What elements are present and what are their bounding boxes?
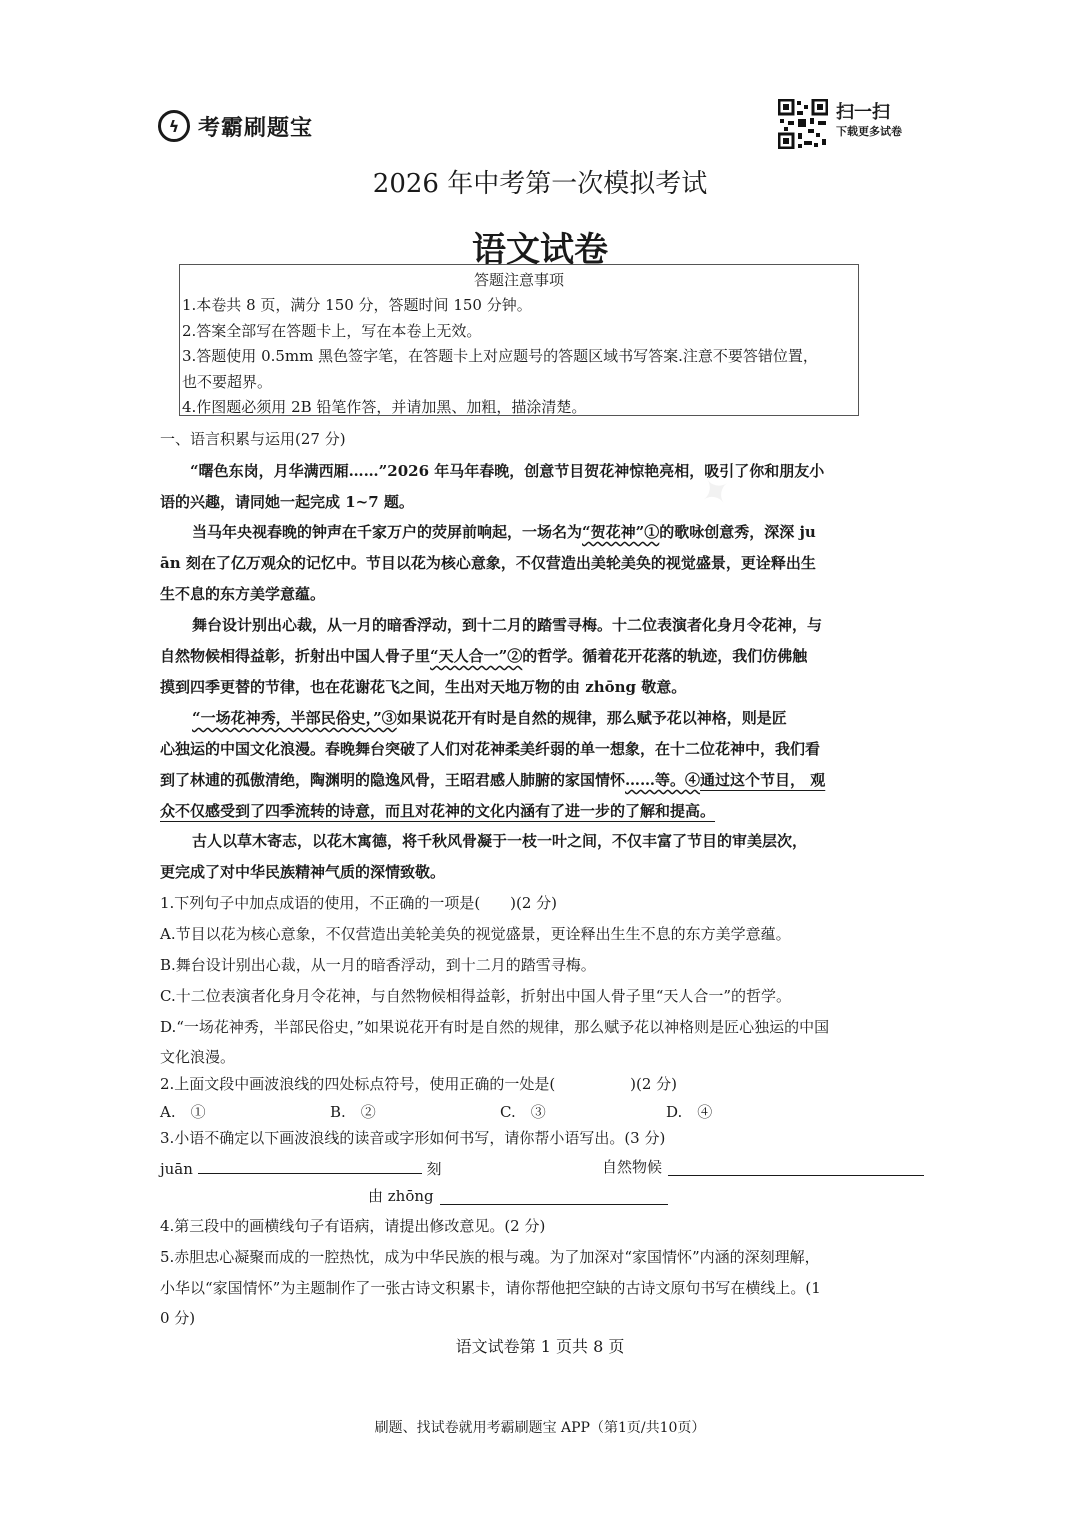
text: 的歌咏创意秀，深深 ju <box>659 523 816 541</box>
option-b: B. ② <box>330 1103 376 1121</box>
wavy-mark-2: “天人合一”② <box>430 647 523 665</box>
text: 的哲学。循着花开花落的轨迹，我们仿佛触 <box>522 647 808 665</box>
notice-item: 也不要超界。 <box>182 372 273 391</box>
question-2-stem: 2.上面文段中画波浪线的四处标点符号，使用正确的一处是( )(2 分) <box>160 1075 678 1093</box>
notice-item: 3.答题使用 0.5mm 黑色签字笔，在答题卡上对应题号的答题区域书写答案.注意不要答错位置， <box>182 347 818 365</box>
blank-1-suffix: 刻 <box>426 1160 442 1178</box>
passage-line <box>160 644 928 668</box>
brand <box>158 110 313 142</box>
notice-item: 2.答案全部写在答题卡上，写在本卷上无效。 <box>182 321 482 340</box>
brand-name: 考霸刷题宝 <box>198 115 314 141</box>
question-1-option-c: C.十二位表演者化身月令花神，与自然物候相得益彰，折射出中国人骨子里“天人合一”的哲学。 <box>160 987 792 1005</box>
text: 如果说花开有时是自然的规律，那么赋予花以神格，则是匠 <box>396 709 787 727</box>
wavy-mark-1: “贺花神”① <box>582 523 660 541</box>
question-3-blanks <box>160 1155 928 1181</box>
question-1-stem: 1.下列句子中加点成语的使用，不正确的一项是( )(2 分) <box>160 894 558 912</box>
option-d: D. ④ <box>666 1103 713 1121</box>
qr-code-icon <box>778 99 828 149</box>
text: 到了林逋的孤傲清绝，陶渊明的隐逸风骨，王昭君感人肺腑的家国情怀 <box>160 771 626 789</box>
passage-line: ān 刻在了亿万观众的记忆中。节目以花为核心意象，不仅营造出美轮美奂的视觉盛景，更诠释出生 <box>160 554 816 572</box>
notice-title: 答题注意事项 <box>473 271 564 289</box>
passage-line: 生不息的东方美学意蕴。 <box>160 585 326 603</box>
passage-line <box>160 706 928 730</box>
answer-blank-1[interactable] <box>198 1155 422 1174</box>
notice-item: 4.作图题必须用 2B 铅笔作答，并请加黑、加粗，描涂清楚。 <box>182 398 587 416</box>
passage-line: “曙色东岗，月华满西厢……”2026 年马年春晚，创意节目贺花神惊艳亮相，吸引了你和朋友小 <box>190 462 825 480</box>
text: 自然物候相得益彰，折射出中国人骨子里 <box>160 647 431 665</box>
question-4-stem: 4.第三段中的画横线句子有语病，请提出修改意见。(2 分) <box>160 1217 546 1235</box>
exam-title: 2026 年中考第一次模拟考试 <box>372 169 708 199</box>
passage-line: 古人以草木寄志，以花木寓德，将千秋风骨凝于一枝一叶之间，不仅丰富了节目的审美层次， <box>192 832 808 850</box>
question-5-stem-cont: 0 分) <box>160 1309 196 1327</box>
answer-blank-2[interactable] <box>668 1157 924 1176</box>
passage-line: 舞台设计别出心裁，从一月的暗香浮动，到十二月的踏雪寻梅。十二位表演者化身月令花神，与 <box>192 616 823 634</box>
notice-box <box>179 264 859 416</box>
passage-line: 心独运的中国文化浪漫。春晚舞台突破了人们对花神柔美纤弱的单一想象，在十二位花神中，我们看 <box>160 740 821 758</box>
passage-line <box>160 768 928 792</box>
passage-line: 语的兴趣，请同她一起完成 1~7 题。 <box>160 493 414 511</box>
lightning-logo-icon: ϟ <box>158 110 190 142</box>
section-title: 一、语言积累与运用(27 分) <box>160 430 346 448</box>
page-footer: 语文试卷第 1 页共 8 页 <box>455 1337 625 1356</box>
question-3-stem: 3.小语不确定以下画波浪线的读音或字形如何书写，请你帮小语写出。(3 分) <box>160 1129 666 1147</box>
option-a: A. ① <box>160 1103 206 1121</box>
text: 当马年央视春晚的钟声在千家万户的荧屏前响起，一场名为 <box>192 523 583 541</box>
wavy-mark-3: “一场花神秀，半部民俗史，”③ <box>192 709 397 727</box>
question-1-option-d-cont: 文化浪漫。 <box>160 1048 236 1066</box>
question-5-stem-cont: 小华以“家国情怀”为主题制作了一张古诗文积累卡，请你帮他把空缺的古诗文原句书写在横线上。(1 <box>160 1279 821 1297</box>
question-1-option-b: B.舞台设计别出心裁，从一月的暗香浮动，到十二月的踏雪寻梅。 <box>160 956 596 974</box>
wavy-mark-4: ……等。④ <box>625 771 701 789</box>
underlined-sentence: 众不仅感受到了四季流转的诗意，而且对花神的文化内涵有了进一步的了解和提高。 <box>160 802 716 820</box>
option-c: C. ③ <box>500 1103 546 1121</box>
blank-2-label: 自然物候 <box>602 1158 663 1176</box>
scan-title: 扫一扫 <box>836 102 890 123</box>
blank-1-label: juān <box>160 1160 193 1178</box>
underlined-sentence: 通过这个节目， 观 <box>700 771 826 789</box>
question-1-option-a: A.节目以花为核心意象，不仅营造出美轮美奂的视觉盛景，更诠释出生生不息的东方美学意蕴。 <box>160 925 791 943</box>
watermark: ✦ <box>690 464 742 520</box>
answer-blank-3[interactable] <box>440 1186 668 1205</box>
paper-title: 语文试卷 <box>472 230 608 270</box>
scan-prompt <box>836 102 902 140</box>
question-1-option-d: D.“一场花神秀，半部民俗史，”如果说花开有时是自然的规律，那么赋予花以神格则是匠心独运的中国 <box>160 1018 830 1036</box>
passage-line <box>160 520 928 544</box>
passage-line: 摸到四季更替的节律，也在花谢花飞之间，生出对天地万物的由 zhōng 敬意。 <box>160 678 687 696</box>
blank-3-label: 由 zhōng <box>368 1187 434 1205</box>
passage-line: 更完成了对中华民族精神气质的深情致敬。 <box>160 863 446 881</box>
scan-subtitle: 下载更多试卷 <box>836 125 902 138</box>
passage-line <box>160 799 928 823</box>
app-footer: 刷题、找试卷就用考霸刷题宝 APP（第1页/共10页） <box>374 1420 706 1436</box>
question-5-stem: 5.赤胆忠心凝聚而成的一腔热忱，成为中华民族的根与魂。为了加深对“家国情怀”内涵的深刻理解， <box>160 1248 820 1266</box>
notice-item: 1.本卷共 8 页，满分 150 分，答题时间 150 分钟。 <box>182 296 532 314</box>
